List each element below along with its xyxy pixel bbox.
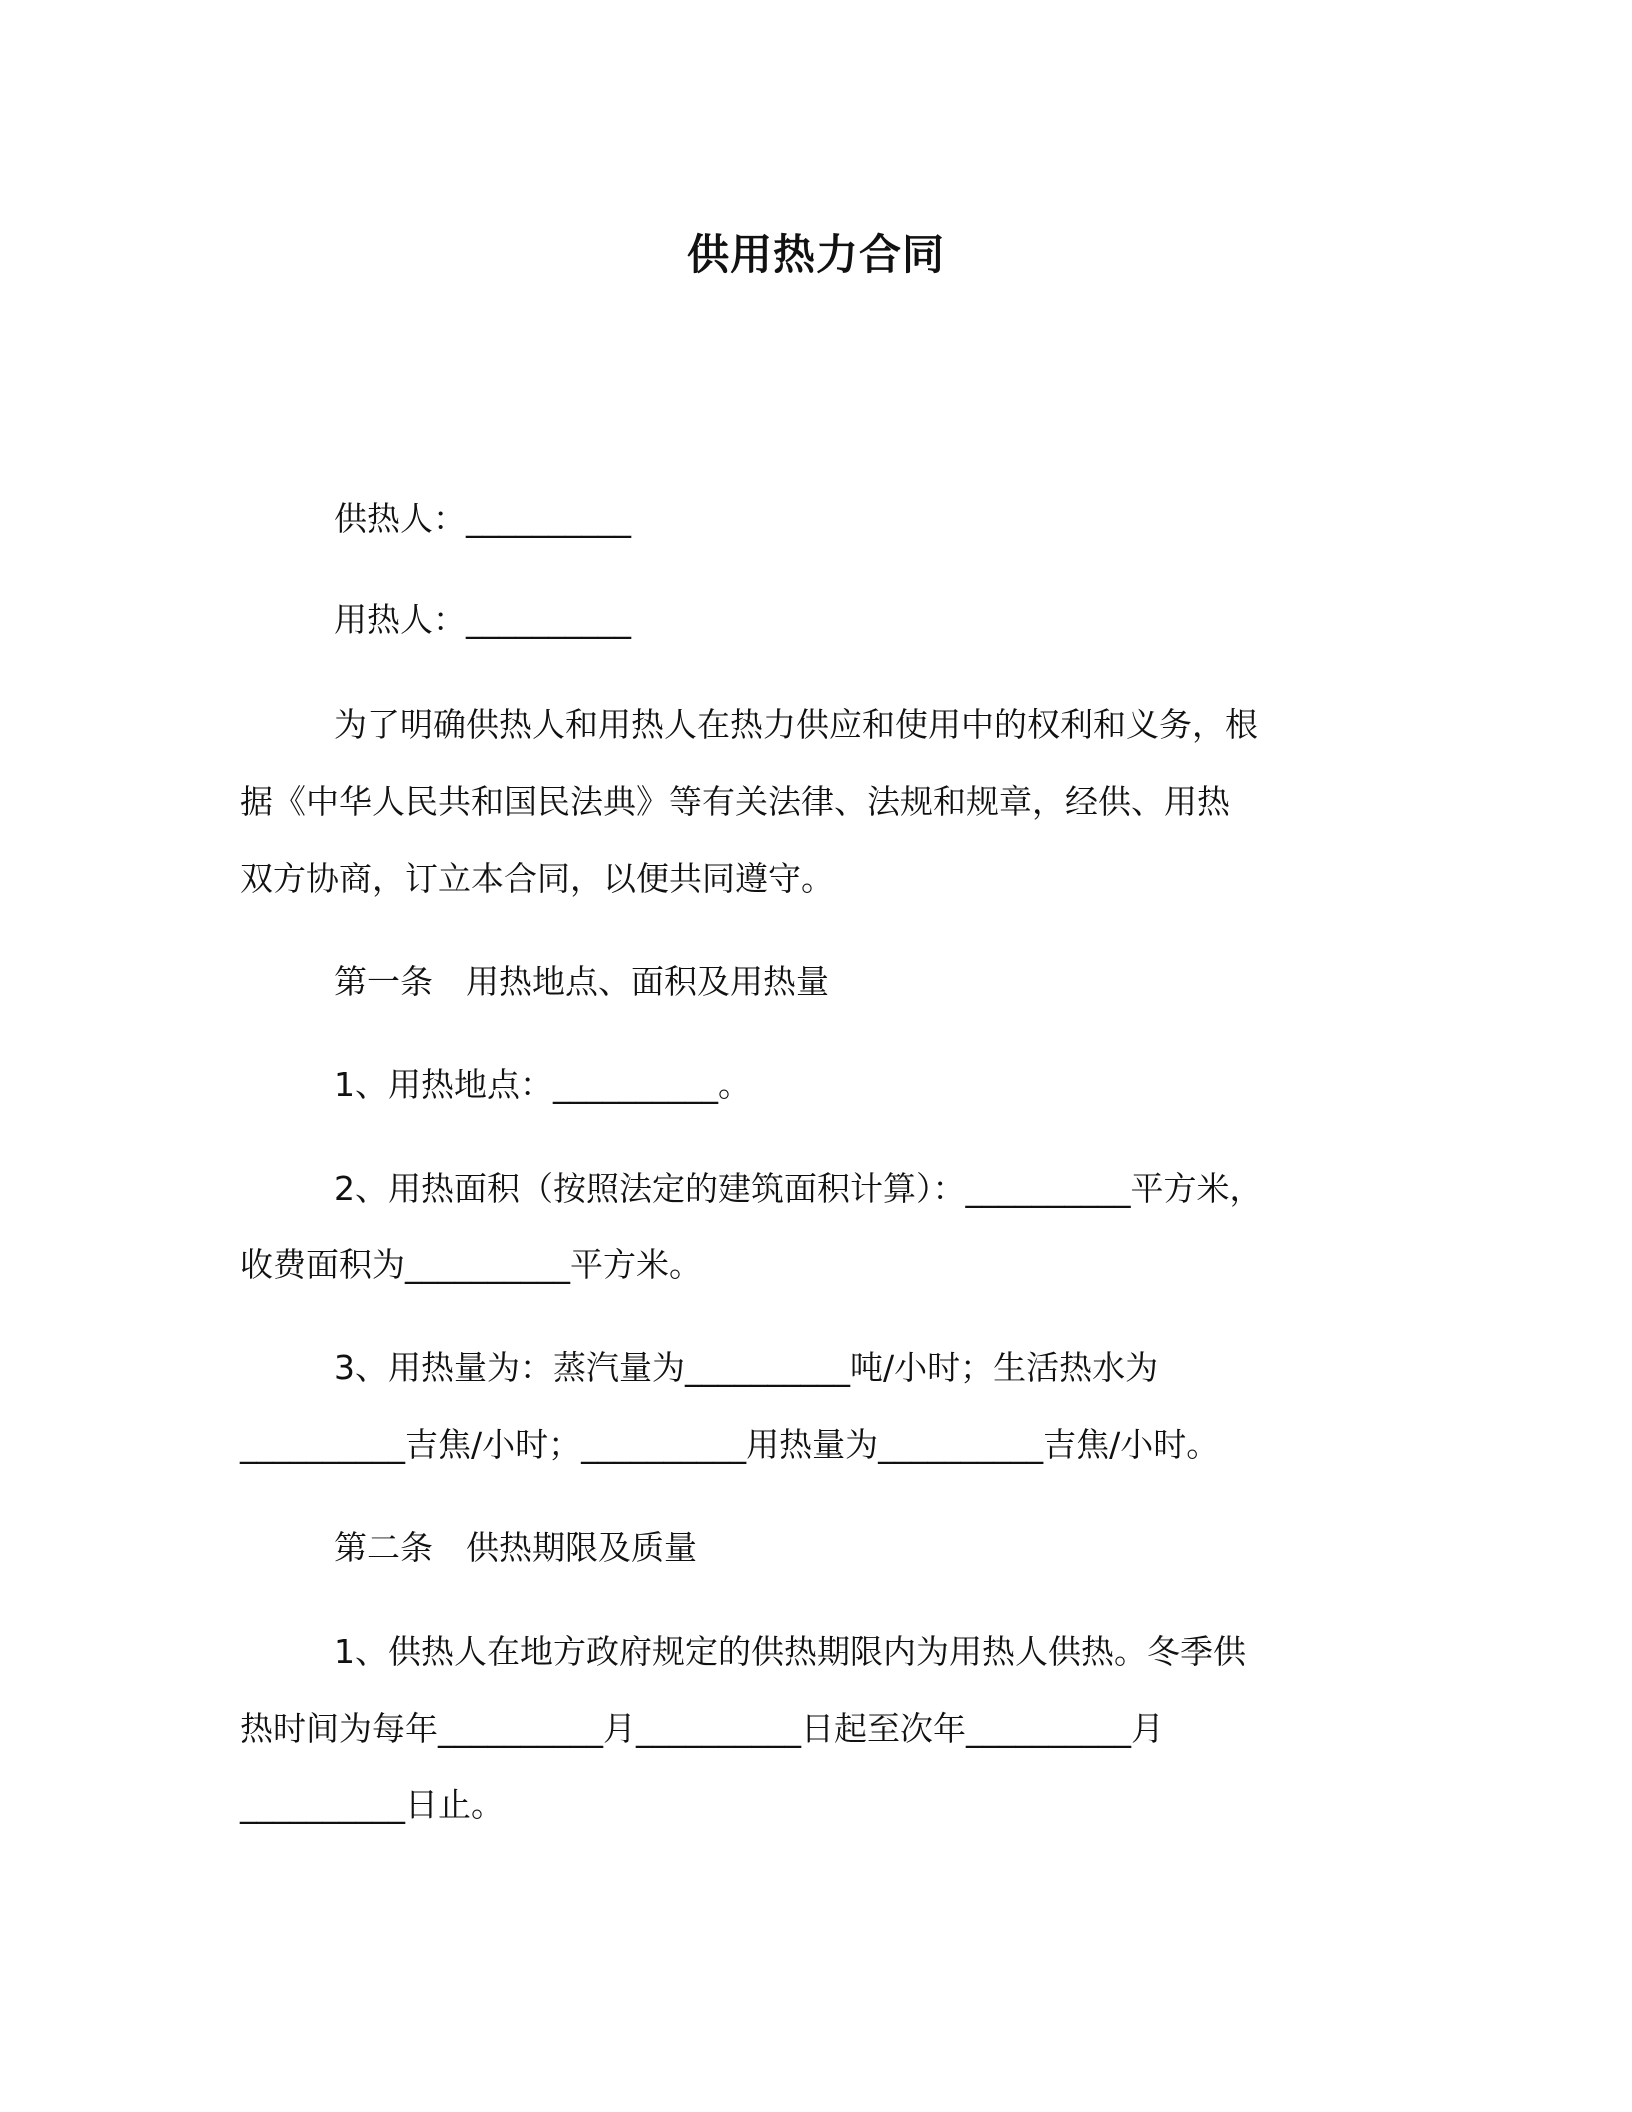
preamble-line-3: 双方协商，订立本合同，以便共同遵守。 [240,859,834,898]
clause-1-1: 1、用热地点：__________。 [334,1065,751,1104]
clause-1-2-line-2: 收费面积为__________平方米。 [240,1245,702,1284]
clause-1-2-line-1: 2、用热面积（按照法定的建筑面积计算）：__________平方米， [334,1169,1263,1208]
clause-1-3-line-2: __________吉焦/小时；__________用热量为__________吉焦/小时。 [240,1425,1220,1464]
clause-1-3-line-1: 3、用热量为：蒸汽量为__________吨/小时；生活热水为 [334,1348,1159,1387]
preamble-line-1: 为了明确供热人和用热人在热力供应和使用中的权利和义务，根 [334,705,1258,744]
heat-supplier-field: 供热人：__________ [334,499,631,538]
heat-user-field: 用热人：__________ [334,600,631,639]
clause-2-1-line-1: 1、供热人在地方政府规定的供热期限内为用热人供热。冬季供 [334,1632,1246,1671]
preamble-line-2: 据《中华人民共和国民法典》等有关法律、法规和规章，经供、用热 [240,782,1230,821]
clause-2-1-line-2: 热时间为每年__________月__________日起至次年__________月 [240,1709,1164,1748]
clause-2-1-line-3: __________日止。 [240,1785,504,1824]
article-2-heading: 第二条 供热期限及质量 [334,1528,697,1567]
article-1-heading: 第一条 用热地点、面积及用热量 [334,962,829,1001]
document-title: 供用热力合同 [686,230,945,279]
